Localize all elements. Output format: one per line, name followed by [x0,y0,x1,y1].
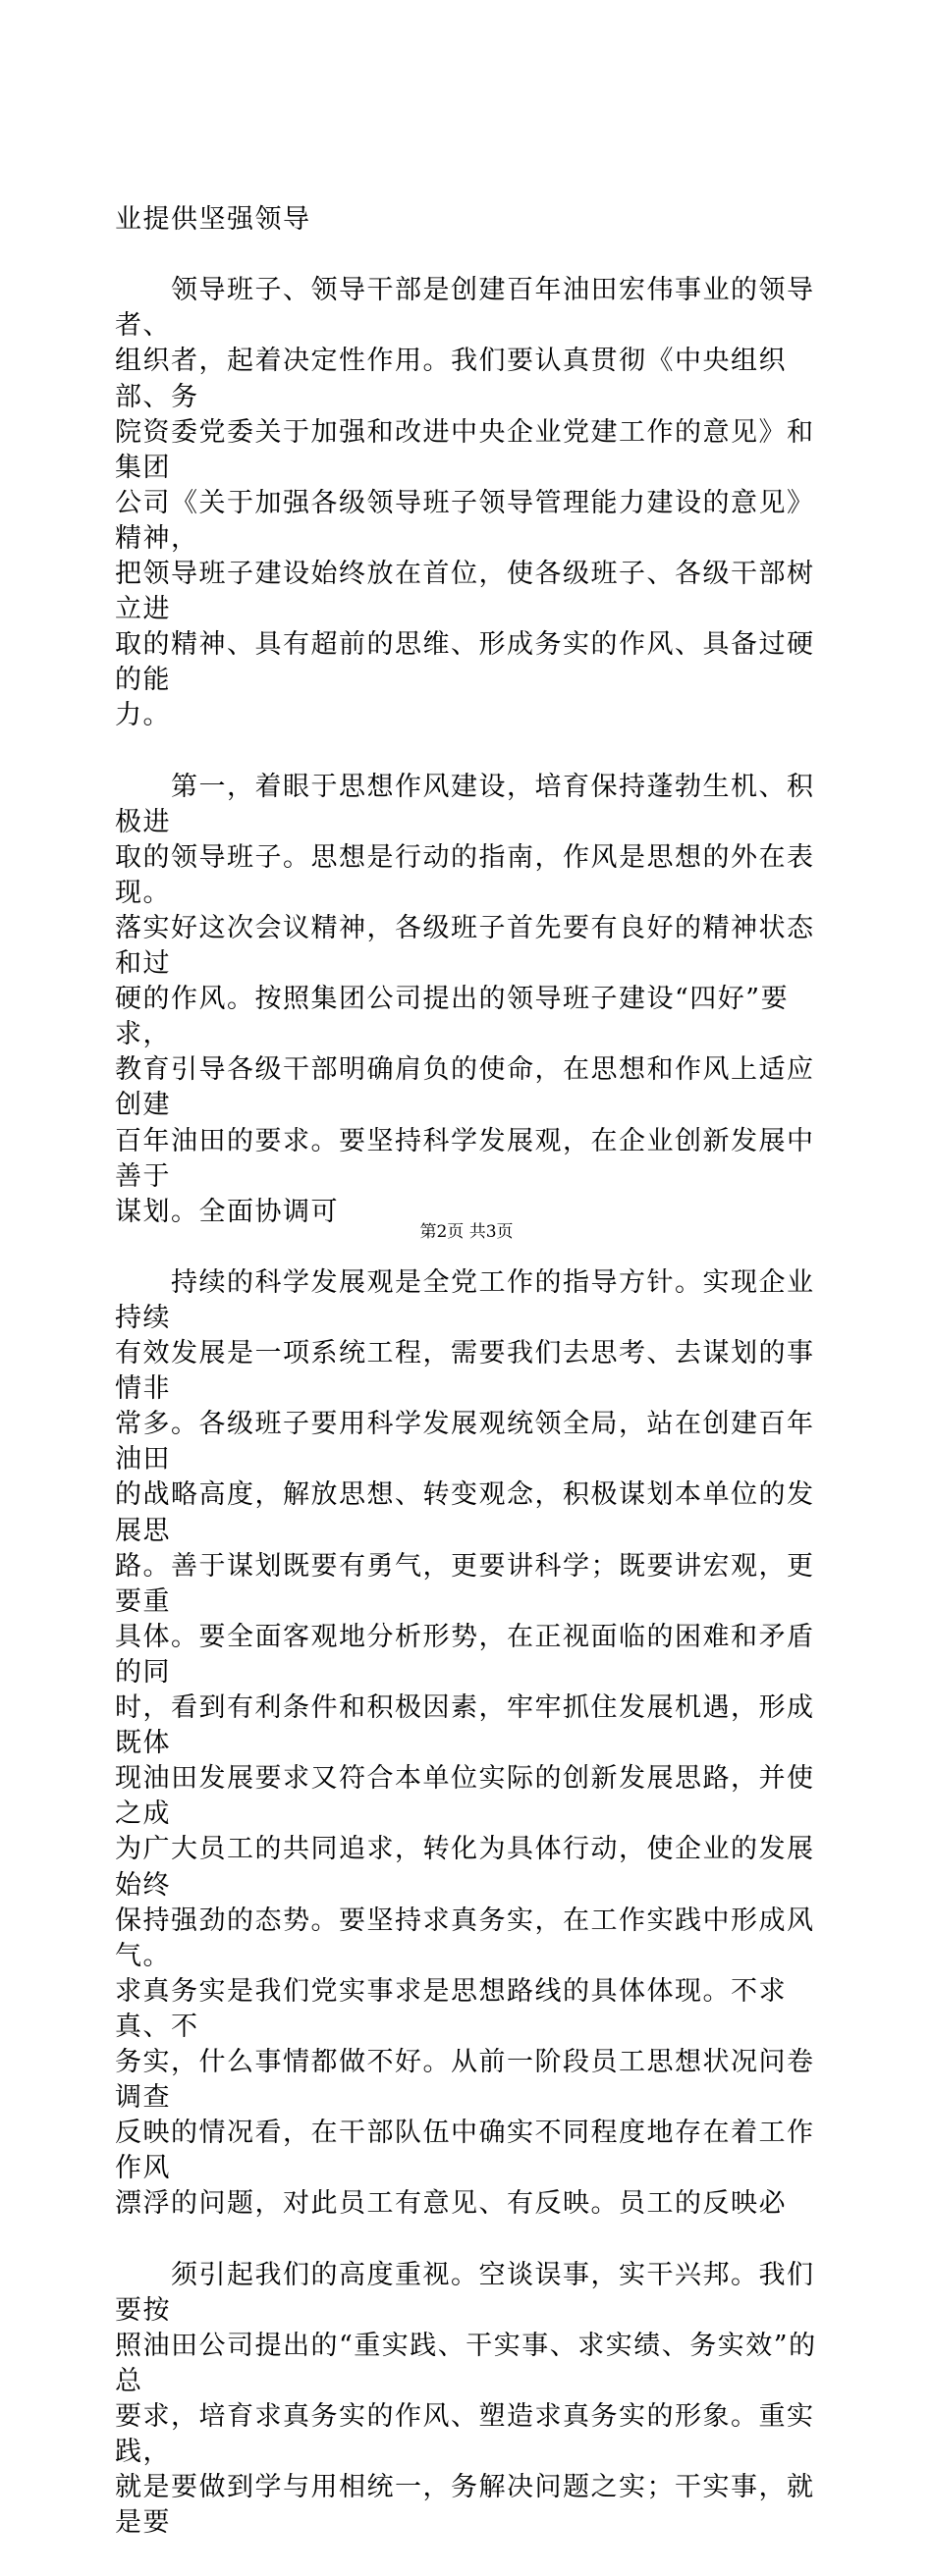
paragraph: 持续的科学发展观是全党工作的指导方针。实现企业持续 有效发展是一项系统工程，需要我们去思考、去谋划的事情非 常多。各级班子要用科学发展观统领全局，站在创建百年油田 的战略高度，解放思想、转变观念，积极谋划本单位的发展思 路。善于谋划既要有勇气，更要讲科学；既要讲宏观，更要重 具体。要全面客观地分析形势，在正视面临的困难和矛盾的同 时，看到有利条件和积极因素，牢牢抓住发展机遇，形成既体 现油田发展要求又符合本单位实际的创新发展思路，并使之成 为广大员工的共同追求，转化为具体行动，使企业的发展始终 保持强劲的态势。要坚持求真务实，在工作实践中形成风气。 求真务实是我们党实事求是思想路线的具体体现。不求真、不 务实，什么事情都做不好。从前一阶段员工思想状况问卷调查 反映的情况看，在干部队伍中确实不同程度地存在着工作作风 漂浮的问题，对此员工有意见、有反映。员工的反映必 [115,1266,815,2220]
page-number-footer: 第2页 共3页 [419,1222,514,1242]
document-body [115,167,830,2576]
paragraph: 领导班子、领导干部是创建百年油田宏伟事业的领导者、 组织者，起着决定性作用。我们要认真贯彻《中央组织部、务 院资委党委关于加强和改进中央企业党建工作的意见》和集团 公司《关于加强各级领导班子领导管理能力建设的意见》精神， 把领导班子建设始终放在首位，使各级班子、各级干部树立进 取的精神、具有超前的思维、形成务实的作风、具备过硬的能 力。 [115,275,815,731]
paragraph: 第一，着眼于思想作风建设，培育保持蓬勃生机、积极进 取的领导班子。思想是行动的指南，作风是思想的外在表现。 落实好这次会议精神，各级班子首先要有良好的精神状态和过 硬的作风。按照集团公司提出的领导班子建设“四好”要求， 教育引导各级干部明确肩负的使命，在思想和作风上适应创建 百年油田的要求。要坚持科学发展观，在企业创新发展中善于 谋划。全面协调可 [115,771,815,1227]
paragraph: 须引起我们的高度重视。空谈误事，实干兴邦。我们要按 照油田公司提出的“重实践、干实事、求实绩、务实效”的总 要求，培育求真务实的作风、塑造求真务实的形象。重实践， 就是要做到学与用相统一，务解决问题之实；干实事，就是要 [115,2259,817,2539]
paragraph: 业提供坚强领导 [115,204,311,236]
